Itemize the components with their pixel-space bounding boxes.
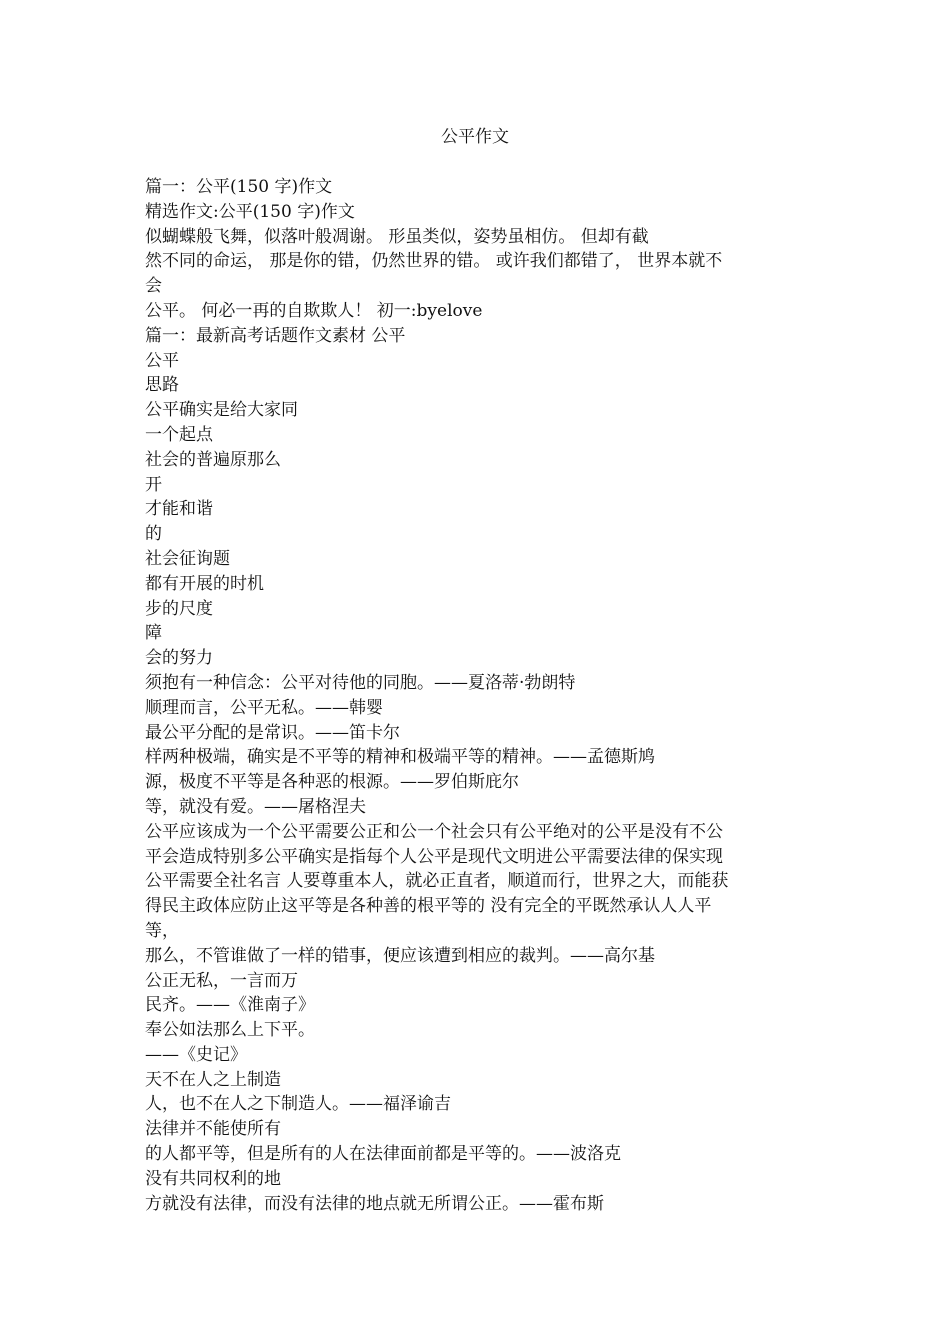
text-line: 奉公如法那么上下平。 [145, 1020, 315, 1041]
text-line: 社会的普遍原那么 [145, 449, 281, 470]
text-line: 一个起点 [145, 424, 213, 445]
text-line: 似蝴蝶般飞舞，似落叶般凋谢。 形虽类似，姿势虽相仿。 但却有截 [145, 226, 649, 247]
text-line: 天不在人之上制造 [145, 1069, 281, 1090]
text-line: 等，就没有爱。——屠格涅夫 [145, 796, 366, 817]
text-line: 才能和谐 [145, 499, 213, 520]
text-line: 障 [145, 623, 162, 644]
text-line: 篇一：公平(150 字)作文 [145, 177, 333, 197]
text-line: 篇一：最新高考话题作文素材 公平 [145, 325, 406, 346]
text-line: 没有共同权利的地 [145, 1168, 281, 1189]
text-line: 公正无私，一言而万 [145, 970, 298, 991]
text-line: 公平 [145, 350, 179, 371]
text-line: 然不同的命运， 那是你的错，仍然世界的错。 或许我们都错了， 世界本就不 [145, 251, 723, 272]
text-line: 公平需要全社名言 人要尊重本人，就必正直者，顺道而行，世界之大，而能获 [145, 871, 729, 892]
text-line: 公平。 何必一再的自欺欺人！ 初一:byelove [145, 300, 483, 321]
text-line: 人，也不在人之下制造人。——福泽谕吉 [145, 1094, 451, 1115]
text-line: 样两种极端，确实是不平等的精神和极端平等的精神。——孟德斯鸠 [145, 747, 655, 768]
text-line: 步的尺度 [145, 598, 213, 619]
text-line: 方就没有法律，而没有法律的地点就无所谓公正。——霍布斯 [145, 1193, 604, 1214]
text-line: 会的努力 [145, 648, 213, 669]
text-line: 社会征询题 [145, 548, 230, 569]
document-body [145, 175, 815, 1216]
text-line: 的 [145, 524, 162, 545]
text-line: 思路 [145, 375, 179, 396]
text-line: 须抱有一种信念：公平对待他的同胞。——夏洛蒂·勃朗特 [145, 672, 576, 693]
text-line: 最公平分配的是常识。——笛卡尔 [145, 722, 400, 743]
text-line: 顺理而言，公平无私。——韩婴 [145, 697, 383, 718]
text-line: 的人都平等，但是所有的人在法律面前都是平等的。——波洛克 [145, 1144, 621, 1165]
text-line: 公平应该成为一个公平需要公正和公一个社会只有公平绝对的公平是没有不公 [145, 821, 723, 842]
text-line: 平会造成特别多公平确实是指每个人公平是现代文明进公平需要法律的保实现 [145, 846, 723, 867]
text-line: 都有开展的时机 [145, 573, 264, 594]
document-title: 公平作文 [441, 127, 509, 147]
text-line: 民齐。——《淮南子》 [145, 995, 315, 1016]
text-line: 等， [145, 920, 179, 941]
text-line: 法律并不能使所有 [145, 1119, 281, 1140]
text-line: 那么，不管谁做了一样的错事，便应该遭到相应的裁判。——高尔基 [145, 945, 655, 966]
text-line: 会 [145, 276, 162, 297]
text-line: 精选作文:公平(150 字)作文 [145, 201, 355, 222]
text-line: 开 [145, 474, 162, 495]
text-line: 源，极度不平等是各种恶的根源。——罗伯斯庇尔 [145, 772, 519, 793]
text-line: 得民主政体应防止这平等是各种善的根平等的 没有完全的平既然承认人人平 [145, 896, 712, 917]
text-line: 公平确实是给大家同 [145, 400, 298, 421]
text-line: ——《史记》 [145, 1044, 247, 1065]
